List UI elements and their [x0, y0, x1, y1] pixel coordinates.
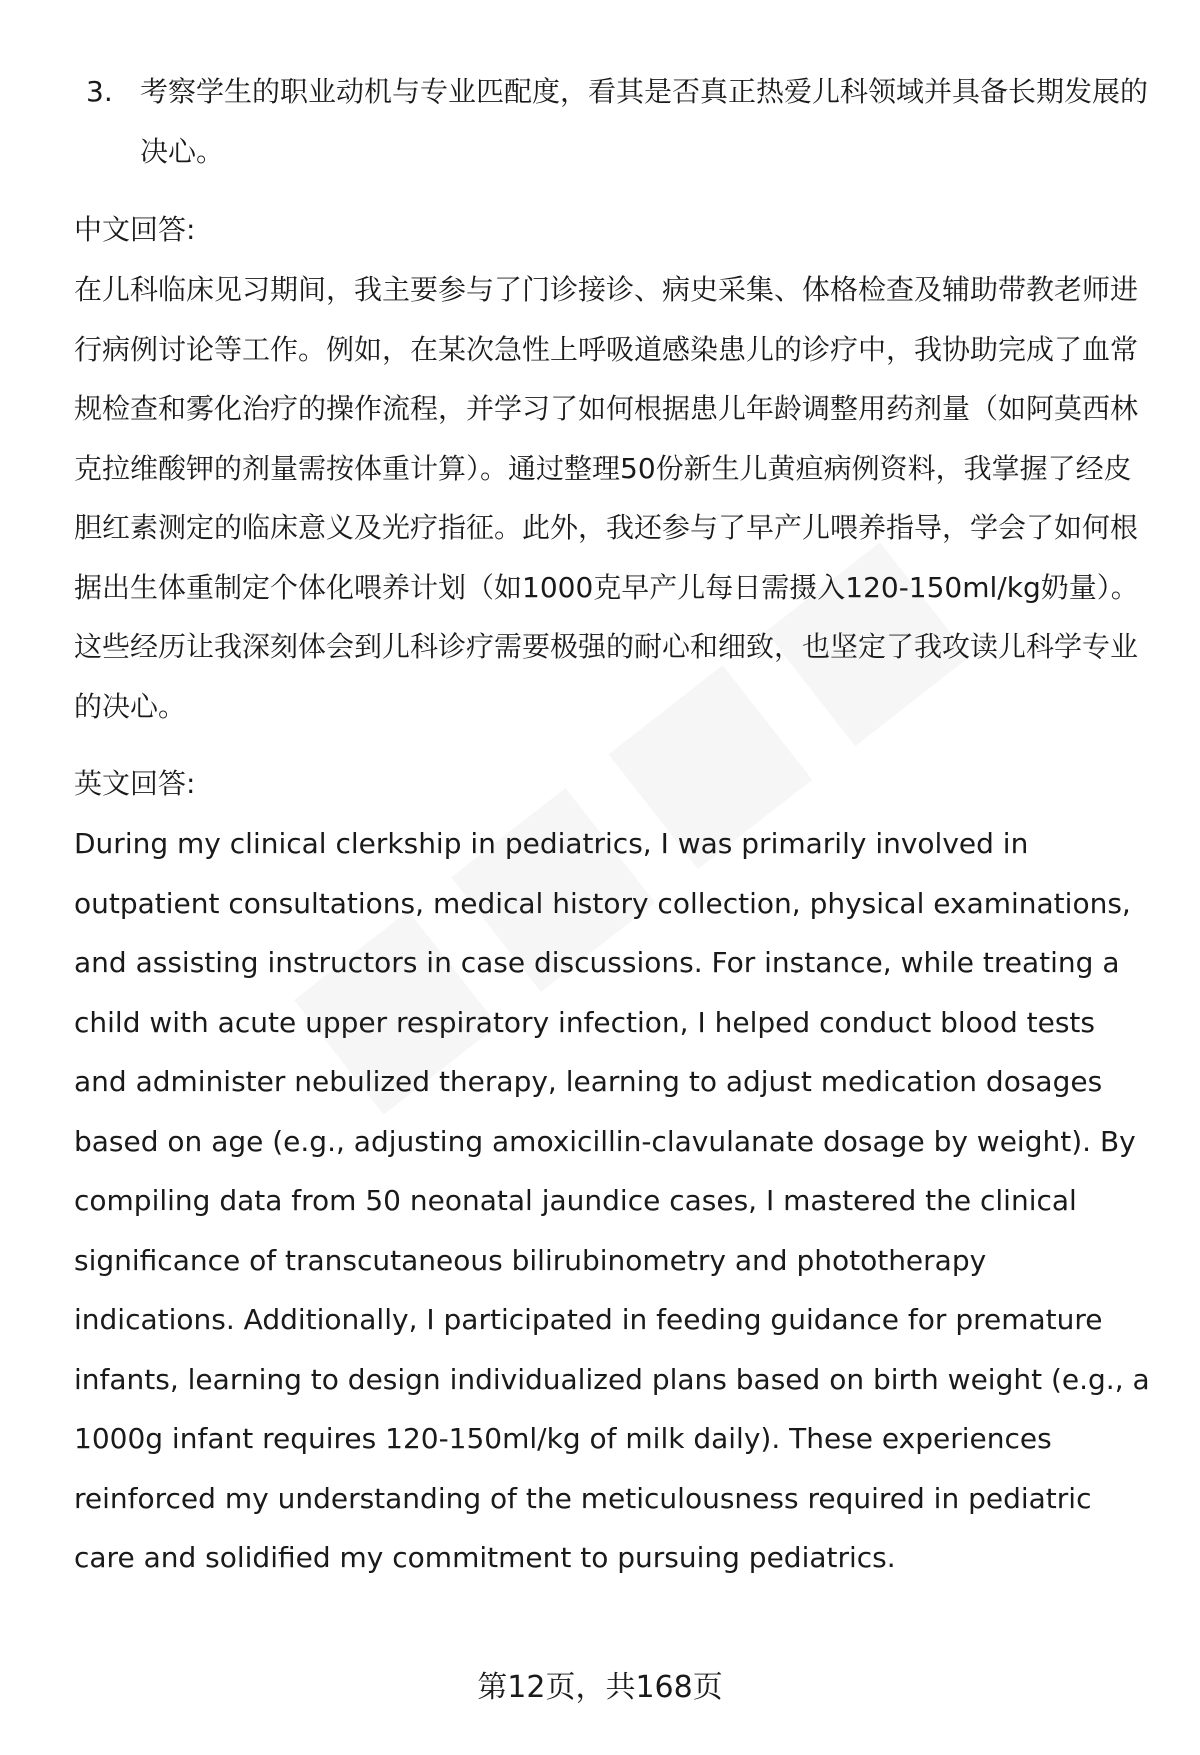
- chinese-answer-text: 在儿科临床见习期间，我主要参与了门诊接诊、病史采集、体格检查及辅助带教老师进行病例讨论等工作。例如，在某次急性上呼吸道感染患儿的诊疗中，我协助完成了血常规检查和雾化治疗的操作流程，并学习了如何根据患儿年龄调整用药剂量（如阿莫西林克拉维酸钾的剂量需按体重计算）。通过整理50份新生儿黄疸病例资料，我掌握了经皮胆红素测定的临床意义及光疗指征。此外，我还参与了早产儿喂养指导，学会了如何根据出生体重制定个体化喂养计划（如1000克早产儿每日需摄入120-150ml/kg奶量）。这些经历让我深刻体会到儿科诊疗需要极强的耐心和细致，也坚定了我攻读儿科学专业的决心。: [74, 273, 1139, 723]
- page-number-footer: 第12页，共168页: [477, 1670, 723, 1705]
- document-content: [74, 62, 1154, 1588]
- english-answer-label: 英文回答:: [74, 767, 196, 800]
- chinese-answer-label: 中文回答:: [74, 213, 196, 246]
- question-number: 3.: [86, 75, 113, 108]
- question-text: 考察学生的职业动机与专业匹配度，看其是否真正热爱儿科领域并具备长期发展的决心。: [140, 75, 1149, 168]
- question-item: [74, 62, 1154, 182]
- english-answer-text: During my clinical clerkship in pediatrics, I was primarily involved in outpatient consultations, medical history collection, physical examinations, and assisting instructors in case discussions. For instance, while treating a child with acute upper respiratory infection, I helped conduct blood tests and administer nebulized therapy, learning to adjust medication dosages based on age (e.g., adjusting amoxicillin-clavulanate dosage by weight). By compiling data from 50 neonatal jaundice cases, I mastered the clinical significance of transcutaneous bilirubinometry and phototherapy indications. Additionally, I participated in feeding guidance for premature infants, learning to design individualized plans based on birth weight (e.g., a 1000g infant requires 120-150ml/kg of milk daily). These experiences reinforced my understanding of the meticulousness required in pediatric care and solidified my commitment to pursuing pediatrics.: [74, 827, 1150, 1574]
